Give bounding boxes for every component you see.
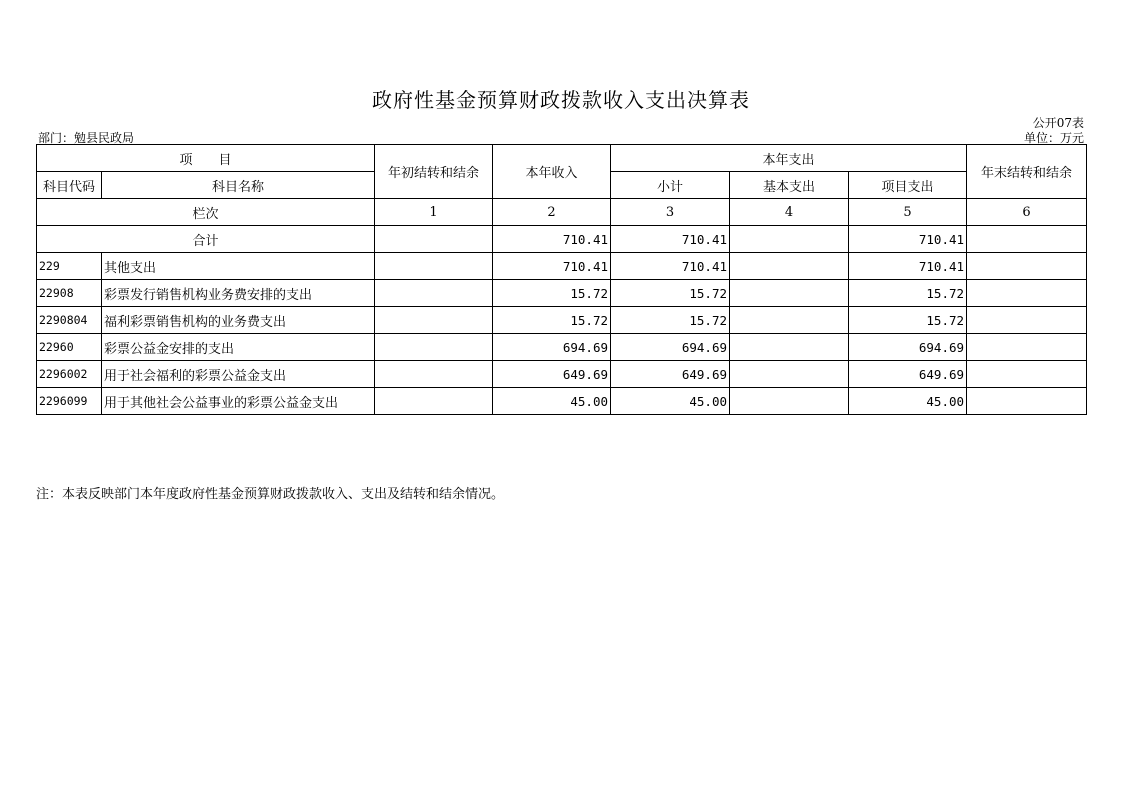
header-row-1 (37, 145, 1087, 172)
row-project: 710.41 (849, 253, 967, 280)
row-subtotal: 649.69 (611, 361, 730, 388)
row-basic (730, 388, 849, 415)
row-project: 45.00 (849, 388, 967, 415)
row-basic (730, 280, 849, 307)
column-index-1: 1 (375, 199, 493, 226)
table-row (37, 361, 1087, 388)
row-name: 用于社会福利的彩票公益金支出 (102, 361, 375, 388)
header-expense-group: 本年支出 (611, 145, 967, 172)
header-begin-balance: 年初结转和结余 (375, 145, 493, 199)
column-index-2: 2 (493, 199, 611, 226)
row-income: 694.69 (493, 334, 611, 361)
total-end (967, 226, 1087, 253)
footnote: 注：本表反映部门本年度政府性基金预算财政拨款收入、支出及结转和结余情况。 (36, 487, 505, 502)
row-name: 用于其他社会公益事业的彩票公益金支出 (102, 388, 375, 415)
total-basic (730, 226, 849, 253)
row-end (967, 307, 1087, 334)
row-end (967, 280, 1087, 307)
total-label: 合计 (37, 226, 375, 253)
row-project: 649.69 (849, 361, 967, 388)
row-name: 福利彩票销售机构的业务费支出 (102, 307, 375, 334)
department-label: 部门：勉县民政局 (38, 131, 135, 145)
row-subtotal: 15.72 (611, 307, 730, 334)
row-income: 45.00 (493, 388, 611, 415)
row-project: 15.72 (849, 280, 967, 307)
column-index-5: 5 (849, 199, 967, 226)
report-title: 政府性基金预算财政拨款收入支出决算表 (372, 88, 750, 112)
row-end (967, 334, 1087, 361)
total-subtotal: 710.41 (611, 226, 730, 253)
row-subtotal: 710.41 (611, 253, 730, 280)
row-subtotal: 694.69 (611, 334, 730, 361)
column-index-4: 4 (730, 199, 849, 226)
row-begin (375, 388, 493, 415)
total-income: 710.41 (493, 226, 611, 253)
header-code: 科目代码 (37, 172, 102, 199)
header-item: 项 目 (37, 145, 375, 172)
header-project: 项目支出 (849, 172, 967, 199)
row-begin (375, 280, 493, 307)
row-basic (730, 307, 849, 334)
row-end (967, 388, 1087, 415)
row-project: 15.72 (849, 307, 967, 334)
row-name: 其他支出 (102, 253, 375, 280)
row-code: 229 (37, 253, 102, 280)
column-index-6: 6 (967, 199, 1087, 226)
row-income: 15.72 (493, 280, 611, 307)
header-end-balance: 年末结转和结余 (967, 145, 1087, 199)
table-row (37, 280, 1087, 307)
table-row (37, 334, 1087, 361)
row-name: 彩票公益金安排的支出 (102, 334, 375, 361)
unit-label: 单位：万元 (1023, 131, 1084, 145)
row-begin (375, 253, 493, 280)
table-row (37, 388, 1087, 415)
row-income: 710.41 (493, 253, 611, 280)
row-subtotal: 15.72 (611, 280, 730, 307)
form-number: 公开07表 (1032, 116, 1084, 130)
row-begin (375, 334, 493, 361)
row-basic (730, 334, 849, 361)
column-index-label: 栏次 (37, 199, 375, 226)
total-project: 710.41 (849, 226, 967, 253)
total-row (37, 226, 1087, 253)
row-name: 彩票发行销售机构业务费安排的支出 (102, 280, 375, 307)
row-basic (730, 253, 849, 280)
row-code: 22960 (37, 334, 102, 361)
row-begin (375, 307, 493, 334)
table-row (37, 253, 1087, 280)
header-name: 科目名称 (102, 172, 375, 199)
row-basic (730, 361, 849, 388)
row-subtotal: 45.00 (611, 388, 730, 415)
row-code: 22908 (37, 280, 102, 307)
header-subtotal: 小计 (611, 172, 730, 199)
column-index-3: 3 (611, 199, 730, 226)
row-begin (375, 361, 493, 388)
row-code: 2290804 (37, 307, 102, 334)
row-end (967, 361, 1087, 388)
row-code: 2296002 (37, 361, 102, 388)
fund-budget-table (36, 144, 1087, 415)
column-index-row (37, 199, 1087, 226)
total-begin (375, 226, 493, 253)
row-project: 694.69 (849, 334, 967, 361)
row-code: 2296099 (37, 388, 102, 415)
row-end (967, 253, 1087, 280)
header-basic: 基本支出 (730, 172, 849, 199)
header-income: 本年收入 (493, 145, 611, 199)
row-income: 15.72 (493, 307, 611, 334)
table-row (37, 307, 1087, 334)
row-income: 649.69 (493, 361, 611, 388)
